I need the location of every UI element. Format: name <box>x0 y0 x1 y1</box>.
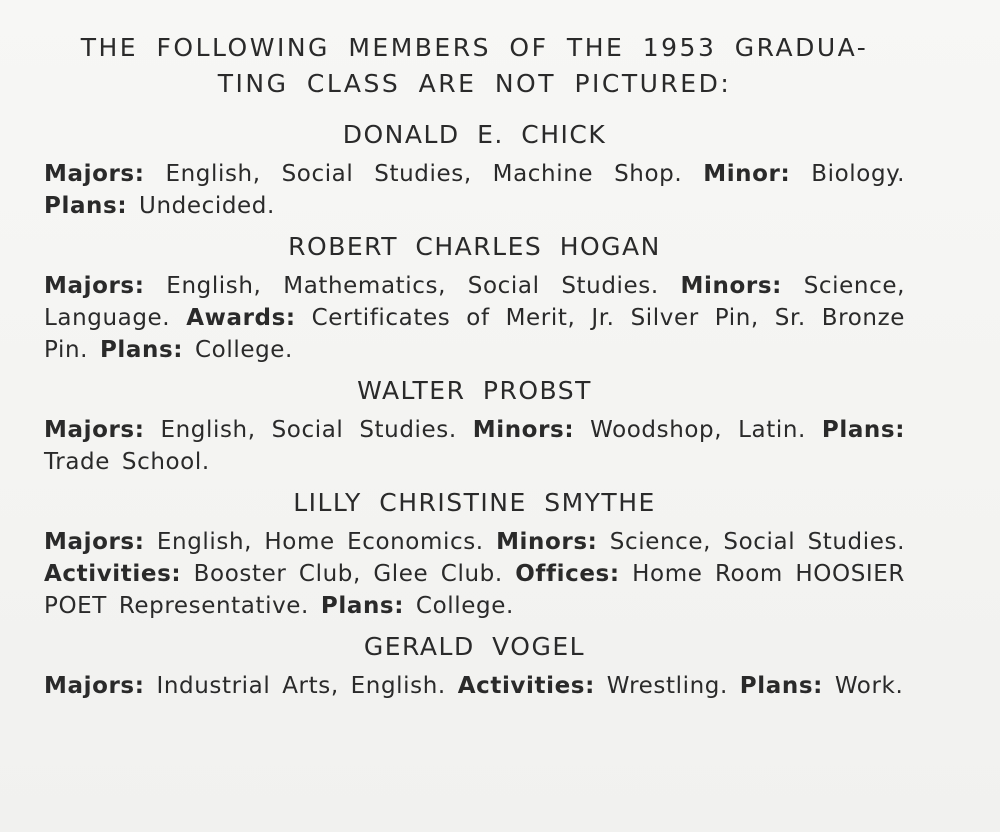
field-text: Booster Club, Glee Club. <box>181 561 516 587</box>
field-text: Science, Language. <box>44 273 905 331</box>
graduate-entry <box>44 232 905 366</box>
field-text: Biology. <box>790 161 905 187</box>
field-label: Offices: <box>515 561 620 587</box>
field-text: Certificates of Merit, Jr. Silver Pin, Sr. Bronze Pin. <box>44 305 905 363</box>
field-text: Woodshop, Latin. <box>574 417 822 443</box>
field-label: Minor: <box>703 161 791 187</box>
field-text: Work. <box>822 673 904 699</box>
field-label: Awards: <box>186 305 296 331</box>
graduate-details <box>44 270 905 366</box>
graduate-name: DONALD E. CHICK <box>342 120 607 149</box>
field-label: Majors: <box>44 161 145 187</box>
field-label: Plans: <box>821 417 905 443</box>
field-text: Wrestling. <box>594 673 740 699</box>
field-label: Plans: <box>739 673 823 699</box>
graduate-details <box>44 414 905 478</box>
field-label: Activities: <box>457 673 595 699</box>
graduate-entry <box>44 632 905 702</box>
field-label: Minors: <box>472 417 575 443</box>
field-label: Plans: <box>320 593 405 619</box>
graduate-details <box>44 526 905 622</box>
field-label: Majors: <box>44 273 145 299</box>
field-label: Majors: <box>44 673 145 699</box>
field-text: College. <box>404 593 514 619</box>
field-label: Majors: <box>44 529 145 555</box>
graduate-entry <box>44 376 905 478</box>
field-label: Minors: <box>680 273 782 299</box>
graduate-details <box>44 158 905 222</box>
heading-line-2: TING CLASS ARE NOT PICTURED: <box>217 69 732 98</box>
field-text: College. <box>183 337 293 363</box>
field-text: English, Social Studies. <box>144 417 473 443</box>
field-text: Home Room HOOSIER POET Representative. <box>44 561 905 619</box>
graduate-name: GERALD VOGEL <box>363 632 586 661</box>
graduate-name: ROBERT CHARLES HOGAN <box>288 232 661 261</box>
field-text: Trade School. <box>44 449 210 475</box>
field-label: Minors: <box>496 529 598 555</box>
graduate-entry <box>44 120 905 222</box>
field-text: Undecided. <box>127 193 275 219</box>
graduate-entry <box>44 488 905 622</box>
graduate-name: LILLY CHRISTINE SMYTHE <box>293 488 656 517</box>
page-heading <box>44 30 905 102</box>
field-label: Majors: <box>44 417 145 443</box>
field-text: Industrial Arts, English. <box>144 673 458 699</box>
field-text: English, Home Economics. <box>144 529 497 555</box>
field-label: Plans: <box>99 337 184 363</box>
heading-line-1: THE FOLLOWING MEMBERS OF THE 1953 GRADUA- <box>80 33 869 62</box>
graduate-details <box>44 670 905 702</box>
field-label: Plans: <box>44 193 128 219</box>
graduate-name: WALTER PROBST <box>357 376 592 405</box>
field-text: English, Social Studies, Machine Shop. <box>144 161 704 187</box>
field-label: Activities: <box>44 561 182 587</box>
field-text: English, Mathematics, Social Studies. <box>144 273 681 299</box>
field-text: Science, Social Studies. <box>597 529 905 555</box>
